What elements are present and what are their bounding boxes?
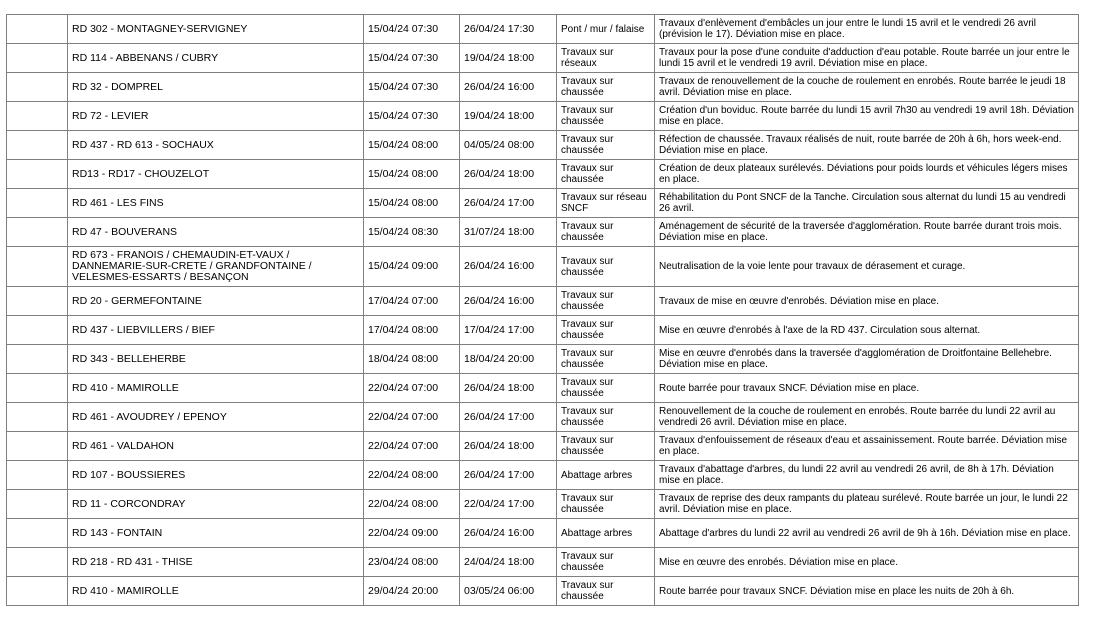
end-date-cell: 26/04/24 16:00 xyxy=(460,73,557,102)
description-cell: Renouvellement de la couche de roulement en enrobés. Route barrée du lundi 22 avril au vendredi 26 avril. Déviation mise en place. xyxy=(655,403,1079,432)
table-row xyxy=(7,160,1079,189)
row-spacer-cell xyxy=(7,374,68,403)
row-spacer-cell xyxy=(7,461,68,490)
start-date-cell: 15/04/24 07:30 xyxy=(364,15,460,44)
end-date-cell: 19/04/24 18:00 xyxy=(460,44,557,73)
work-type-cell: Travaux sur réseau SNCF xyxy=(557,189,655,218)
table-row xyxy=(7,316,1079,345)
start-date-cell: 17/04/24 07:00 xyxy=(364,287,460,316)
end-date-cell: 26/04/24 16:00 xyxy=(460,287,557,316)
description-cell: Route barrée pour travaux SNCF. Déviation mise en place. xyxy=(655,374,1079,403)
end-date-cell: 04/05/24 08:00 xyxy=(460,131,557,160)
description-cell: Neutralisation de la voie lente pour travaux de dérasement et curage. xyxy=(655,247,1079,287)
road-cell: RD 302 - MONTAGNEY-SERVIGNEY xyxy=(68,15,364,44)
end-date-cell: 18/04/24 20:00 xyxy=(460,345,557,374)
work-type-cell: Travaux sur chaussée xyxy=(557,131,655,160)
start-date-cell: 15/04/24 08:00 xyxy=(364,160,460,189)
start-date-cell: 15/04/24 07:30 xyxy=(364,102,460,131)
description-cell: Route barrée pour travaux SNCF. Déviation mise en place les nuits de 20h à 6h. xyxy=(655,577,1079,606)
roadworks-sheet xyxy=(6,14,1079,606)
roadworks-table xyxy=(6,14,1079,606)
description-cell: Abattage d'arbres du lundi 22 avril au vendredi 26 avril de 9h à 16h. Déviation mise en place. xyxy=(655,519,1079,548)
end-date-cell: 26/04/24 17:30 xyxy=(460,15,557,44)
row-spacer-cell xyxy=(7,345,68,374)
road-cell: RD 461 - VALDAHON xyxy=(68,432,364,461)
end-date-cell: 24/04/24 18:00 xyxy=(460,548,557,577)
work-type-cell: Travaux sur chaussée xyxy=(557,577,655,606)
table-row xyxy=(7,490,1079,519)
road-cell: RD 437 - LIEBVILLERS / BIEF xyxy=(68,316,364,345)
table-row xyxy=(7,374,1079,403)
work-type-cell: Travaux sur chaussée xyxy=(557,432,655,461)
end-date-cell: 26/04/24 16:00 xyxy=(460,247,557,287)
roadworks-table-body xyxy=(7,15,1079,606)
table-row xyxy=(7,548,1079,577)
description-cell: Travaux d'enfouissement de réseaux d'eau et assainissement. Route barrée. Déviation mise en place. xyxy=(655,432,1079,461)
end-date-cell: 22/04/24 17:00 xyxy=(460,490,557,519)
road-cell: RD 410 - MAMIROLLE xyxy=(68,374,364,403)
road-cell: RD 143 - FONTAIN xyxy=(68,519,364,548)
work-type-cell: Travaux sur chaussée xyxy=(557,345,655,374)
start-date-cell: 22/04/24 07:00 xyxy=(364,374,460,403)
start-date-cell: 15/04/24 08:00 xyxy=(364,189,460,218)
description-cell: Aménagement de sécurité de la traversée d'agglomération. Route barrée durant trois mois. Déviation mise en place. xyxy=(655,218,1079,247)
end-date-cell: 26/04/24 18:00 xyxy=(460,432,557,461)
work-type-cell: Travaux sur chaussée xyxy=(557,316,655,345)
table-row xyxy=(7,345,1079,374)
work-type-cell: Abattage arbres xyxy=(557,461,655,490)
road-cell: RD 461 - LES FINS xyxy=(68,189,364,218)
end-date-cell: 17/04/24 17:00 xyxy=(460,316,557,345)
row-spacer-cell xyxy=(7,519,68,548)
row-spacer-cell xyxy=(7,218,68,247)
start-date-cell: 23/04/24 08:00 xyxy=(364,548,460,577)
start-date-cell: 15/04/24 07:30 xyxy=(364,44,460,73)
row-spacer-cell xyxy=(7,131,68,160)
road-cell: RD 114 - ABBENANS / CUBRY xyxy=(68,44,364,73)
work-type-cell: Travaux sur chaussée xyxy=(557,218,655,247)
description-cell: Travaux pour la pose d'une conduite d'adduction d'eau potable. Route barrée un jour entre le lundi 15 avril et le vendredi 19 avril. Déviation mise en place. xyxy=(655,44,1079,73)
description-cell: Création de deux plateaux surélevés. Déviations pour poids lourds et véhicules légers mises en place. xyxy=(655,160,1079,189)
road-cell: RD 47 - BOUVERANS xyxy=(68,218,364,247)
row-spacer-cell xyxy=(7,102,68,131)
description-cell: Création d'un boviduc. Route barrée du lundi 15 avril 7h30 au vendredi 19 avril 18h. Déviation mise en place. xyxy=(655,102,1079,131)
road-cell: RD 20 - GERMEFONTAINE xyxy=(68,287,364,316)
table-row xyxy=(7,189,1079,218)
end-date-cell: 26/04/24 18:00 xyxy=(460,374,557,403)
road-cell: RD 461 - AVOUDREY / EPENOY xyxy=(68,403,364,432)
end-date-cell: 26/04/24 16:00 xyxy=(460,519,557,548)
start-date-cell: 18/04/24 08:00 xyxy=(364,345,460,374)
row-spacer-cell xyxy=(7,15,68,44)
row-spacer-cell xyxy=(7,44,68,73)
work-type-cell: Travaux sur chaussée xyxy=(557,490,655,519)
table-row xyxy=(7,44,1079,73)
work-type-cell: Travaux sur chaussée xyxy=(557,247,655,287)
road-cell: RD13 - RD17 - CHOUZELOT xyxy=(68,160,364,189)
start-date-cell: 15/04/24 08:00 xyxy=(364,131,460,160)
description-cell: Mise en œuvre d'enrobés à l'axe de la RD 437. Circulation sous alternat. xyxy=(655,316,1079,345)
end-date-cell: 26/04/24 17:00 xyxy=(460,461,557,490)
table-row xyxy=(7,131,1079,160)
road-cell: RD 218 - RD 431 - THISE xyxy=(68,548,364,577)
work-type-cell: Travaux sur chaussée xyxy=(557,403,655,432)
description-cell: Réfection de chaussée. Travaux réalisés de nuit, route barrée de 20h à 6h, hors week-end. Déviation mise en place. xyxy=(655,131,1079,160)
work-type-cell: Abattage arbres xyxy=(557,519,655,548)
end-date-cell: 19/04/24 18:00 xyxy=(460,102,557,131)
road-cell: RD 437 - RD 613 - SOCHAUX xyxy=(68,131,364,160)
start-date-cell: 15/04/24 07:30 xyxy=(364,73,460,102)
table-row xyxy=(7,287,1079,316)
start-date-cell: 22/04/24 07:00 xyxy=(364,403,460,432)
start-date-cell: 15/04/24 08:30 xyxy=(364,218,460,247)
road-cell: RD 343 - BELLEHERBE xyxy=(68,345,364,374)
row-spacer-cell xyxy=(7,548,68,577)
table-row xyxy=(7,247,1079,287)
road-cell: RD 72 - LEVIER xyxy=(68,102,364,131)
start-date-cell: 22/04/24 08:00 xyxy=(364,461,460,490)
row-spacer-cell xyxy=(7,577,68,606)
table-row xyxy=(7,519,1079,548)
table-row xyxy=(7,73,1079,102)
work-type-cell: Travaux sur chaussée xyxy=(557,160,655,189)
table-row xyxy=(7,577,1079,606)
description-cell: Travaux de mise en œuvre d'enrobés. Déviation mise en place. xyxy=(655,287,1079,316)
row-spacer-cell xyxy=(7,403,68,432)
start-date-cell: 22/04/24 09:00 xyxy=(364,519,460,548)
start-date-cell: 29/04/24 20:00 xyxy=(364,577,460,606)
row-spacer-cell xyxy=(7,490,68,519)
work-type-cell: Travaux sur chaussée xyxy=(557,374,655,403)
end-date-cell: 03/05/24 06:00 xyxy=(460,577,557,606)
row-spacer-cell xyxy=(7,316,68,345)
road-cell: RD 673 - FRANOIS / CHEMAUDIN-ET-VAUX / DANNEMARIE-SUR-CRETE / GRANDFONTAINE / VELESMES-ESSARTS / BESANÇON xyxy=(68,247,364,287)
table-row xyxy=(7,218,1079,247)
table-row xyxy=(7,432,1079,461)
work-type-cell: Travaux sur réseaux xyxy=(557,44,655,73)
row-spacer-cell xyxy=(7,189,68,218)
row-spacer-cell xyxy=(7,247,68,287)
road-cell: RD 107 - BOUSSIERES xyxy=(68,461,364,490)
table-row xyxy=(7,15,1079,44)
row-spacer-cell xyxy=(7,160,68,189)
road-cell: RD 11 - CORCONDRAY xyxy=(68,490,364,519)
description-cell: Travaux d'abattage d'arbres, du lundi 22 avril au vendredi 26 avril, de 8h à 17h. Déviation mise en place. xyxy=(655,461,1079,490)
road-cell: RD 410 - MAMIROLLE xyxy=(68,577,364,606)
work-type-cell: Pont / mur / falaise xyxy=(557,15,655,44)
work-type-cell: Travaux sur chaussée xyxy=(557,102,655,131)
work-type-cell: Travaux sur chaussée xyxy=(557,73,655,102)
work-type-cell: Travaux sur chaussée xyxy=(557,287,655,316)
row-spacer-cell xyxy=(7,287,68,316)
end-date-cell: 26/04/24 18:00 xyxy=(460,160,557,189)
start-date-cell: 22/04/24 08:00 xyxy=(364,490,460,519)
end-date-cell: 26/04/24 17:00 xyxy=(460,403,557,432)
description-cell: Travaux de reprise des deux rampants du plateau surélevé. Route barrée un jour, le lundi 22 avril. Déviation mise en place. xyxy=(655,490,1079,519)
row-spacer-cell xyxy=(7,432,68,461)
description-cell: Mise en œuvre d'enrobés dans la traversée d'agglomération de Droitfontaine Bellehebre. Déviation mise en place. xyxy=(655,345,1079,374)
table-row xyxy=(7,461,1079,490)
start-date-cell: 17/04/24 08:00 xyxy=(364,316,460,345)
road-cell: RD 32 - DOMPREL xyxy=(68,73,364,102)
start-date-cell: 15/04/24 09:00 xyxy=(364,247,460,287)
description-cell: Travaux de renouvellement de la couche de roulement en enrobés. Route barrée le jeudi 18 avril. Déviation mise en place. xyxy=(655,73,1079,102)
start-date-cell: 22/04/24 07:00 xyxy=(364,432,460,461)
table-row xyxy=(7,102,1079,131)
row-spacer-cell xyxy=(7,73,68,102)
description-cell: Réhabilitation du Pont SNCF de la Tanche. Circulation sous alternat du lundi 15 au vendredi 26 avril. xyxy=(655,189,1079,218)
end-date-cell: 26/04/24 17:00 xyxy=(460,189,557,218)
work-type-cell: Travaux sur chaussée xyxy=(557,548,655,577)
end-date-cell: 31/07/24 18:00 xyxy=(460,218,557,247)
description-cell: Mise en œuvre des enrobés. Déviation mise en place. xyxy=(655,548,1079,577)
description-cell: Travaux d'enlèvement d'embâcles un jour entre le lundi 15 avril et le vendredi 26 avril (prévision le 17). Déviation mise en place. xyxy=(655,15,1079,44)
table-row xyxy=(7,403,1079,432)
